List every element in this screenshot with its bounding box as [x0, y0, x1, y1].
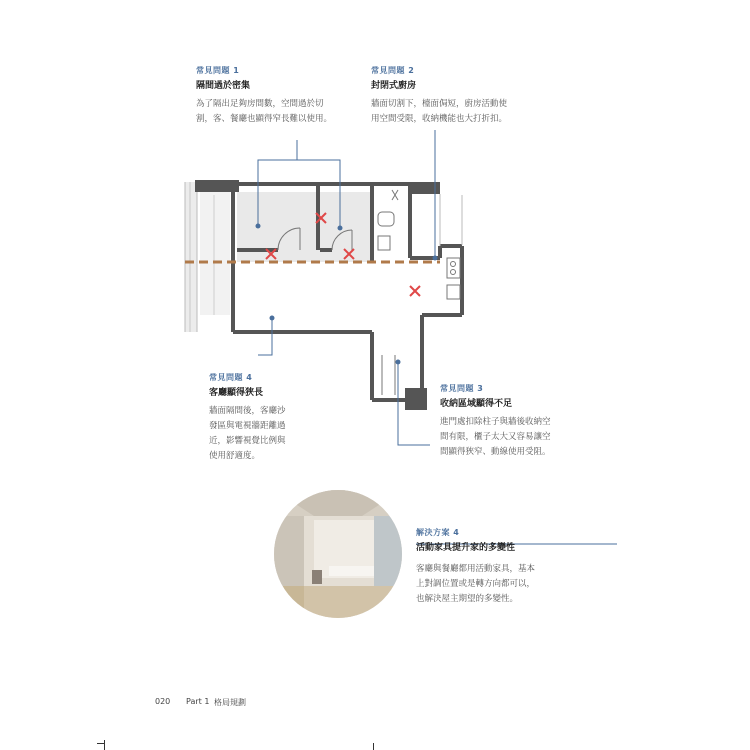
issue-text	[209, 404, 286, 464]
balcony-window	[185, 182, 230, 332]
issue-title: 封閉式廚房	[371, 81, 417, 91]
bathroom-fixtures	[378, 190, 398, 250]
text-line: 牆面隔間後，客廳沙	[209, 406, 286, 416]
chapter-label: 格局規劃	[214, 698, 246, 707]
kitchen-fixtures	[447, 258, 460, 299]
living-room-photo	[274, 490, 402, 618]
text-line: 上對調位置或是轉方向都可以，	[416, 579, 536, 589]
text-line: 也解決屋主期望的多變性。	[416, 594, 519, 604]
crop-mark	[373, 743, 374, 750]
text-line: 為了隔出足夠房間數，空間過於切	[196, 99, 324, 109]
text-line: 近，影響視覺比例與	[209, 436, 286, 446]
issue-title: 客廳顯得狹長	[209, 388, 264, 398]
issue-title: 收納區域顯得不足	[440, 399, 513, 409]
issue-label: 常見問題 4	[209, 373, 253, 382]
part-label: Part 1	[186, 697, 210, 706]
text-line: 發區與電視牆距離過	[209, 421, 286, 431]
issue-label: 常見問題 2	[371, 66, 415, 75]
issue-text	[440, 415, 551, 460]
text-line: 間顯得狹窄、動線使用受阻。	[440, 447, 551, 457]
solution-4	[416, 527, 535, 607]
text-line: 客廳與餐廳都用活動家具，基本	[416, 564, 536, 574]
crop-mark	[104, 740, 105, 750]
issue-label: 常見問題 3	[440, 384, 484, 393]
solution-text	[416, 562, 535, 607]
text-line: 使用舒適度。	[209, 451, 261, 461]
issue-label: 常見問題 1	[196, 66, 240, 75]
issue-1	[196, 65, 332, 127]
issue-3	[440, 383, 551, 460]
text-line: 割，客、餐廳也顯得窄長難以使用。	[196, 114, 333, 124]
text-line: 進門處扣除柱子與牆後收納空	[440, 417, 551, 427]
issue-2	[371, 65, 507, 127]
column	[405, 388, 427, 410]
issue-title: 隔間過於密集	[196, 81, 251, 91]
issue-text	[196, 97, 332, 127]
page-number: 020	[155, 697, 171, 706]
solution-title: 活動家具提升家的多變性	[416, 543, 516, 553]
text-line: 間有限，櫃子太大又容易讓空	[440, 432, 551, 442]
solution-label: 解決方案 4	[416, 528, 460, 537]
text-line: 用空間受限，收納機能也大打折扣。	[371, 114, 508, 124]
text-line: 牆面切割下，檯面侷短，廚房活動使	[371, 99, 508, 109]
issue-4	[209, 372, 286, 464]
issue-text	[371, 97, 507, 127]
